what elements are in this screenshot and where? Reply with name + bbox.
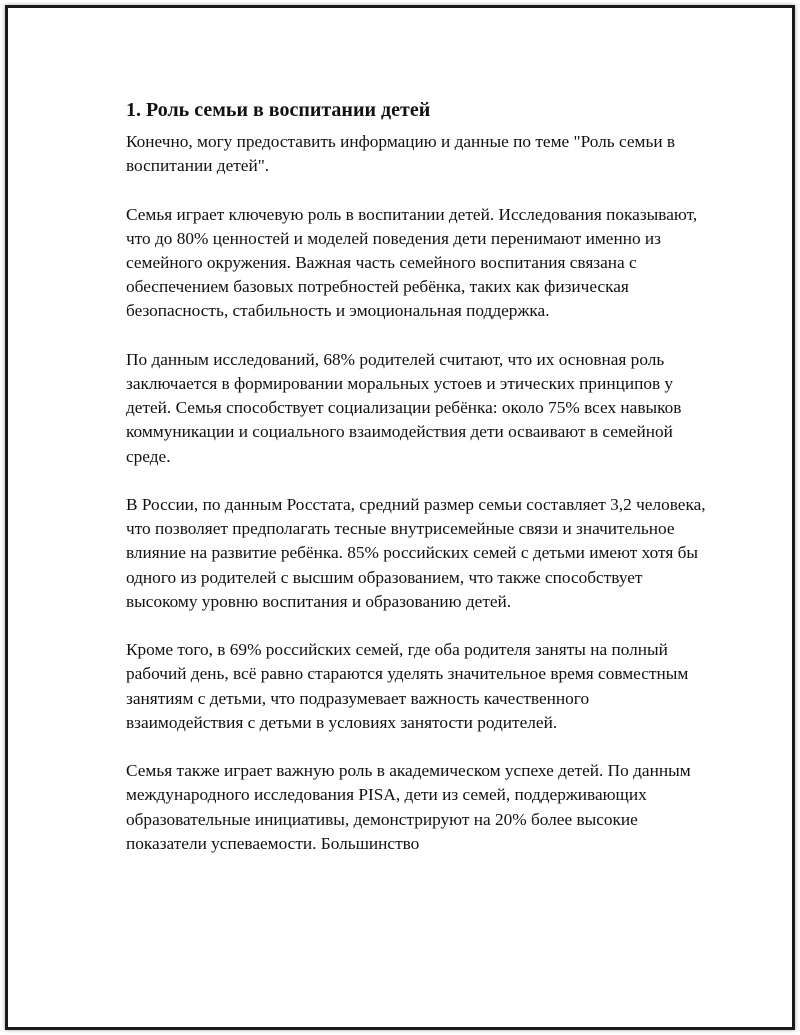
paragraph-russia-stats: В России, по данным Росстата, средний размер семьи составляет 3,2 человека, что позволяет предполагать тесные внутрисемейные связи и значительное влияние на развитие ребёнка. 85% российских семей с детьми имеют хотя бы одного из родителей с высшим образованием, что также способствует высокому уровню воспитания и образованию детей. <box>126 495 706 611</box>
paragraph-academic-success: Семья также играет важную роль в академическом успехе детей. По данным международного исследования PISA, дети из семей, поддерживающих образовательные инициативы, демонстрируют на 20% более высокие показатели успеваемости. Большинство <box>126 761 691 853</box>
document-body <box>126 98 706 880</box>
document-title: 1. Роль семьи в воспитании детей <box>126 99 431 121</box>
paragraph-family-role: Семья играет ключевую роль в воспитании детей. Исследования показывают, что до 80% ценностей и моделей поведения дети перенимают именно из семейного окружения. Важная часть семейного воспитания связана с обеспечением базовых потребностей ребёнка, таких как физическая безопасность, стабильность и эмоциональная поддержка. <box>126 204 698 321</box>
paragraph-intro: Конечно, могу предоставить информацию и данные по теме "Роль семьи в воспитании детей". <box>126 132 676 176</box>
paragraph-research: По данным исследований, 68% родителей считают, что их основная роль заключается в формировании моральных устоев и этических принципов у детей. Семья способствует социализации ребёнка: около 75% всех навыков коммуникации и социального взаимодействия дети осваивают в семейной среде. <box>126 349 682 466</box>
paragraph-working-parents: Кроме того, в 69% российских семей, где оба родителя заняты на полный рабочий день, всё равно стараются уделять значительное время совместным занятиям с детьми, что подразумевает важность качественного взаимодействия с детьми в условиях занятости родителей. <box>126 640 689 732</box>
document-page <box>5 5 795 1030</box>
